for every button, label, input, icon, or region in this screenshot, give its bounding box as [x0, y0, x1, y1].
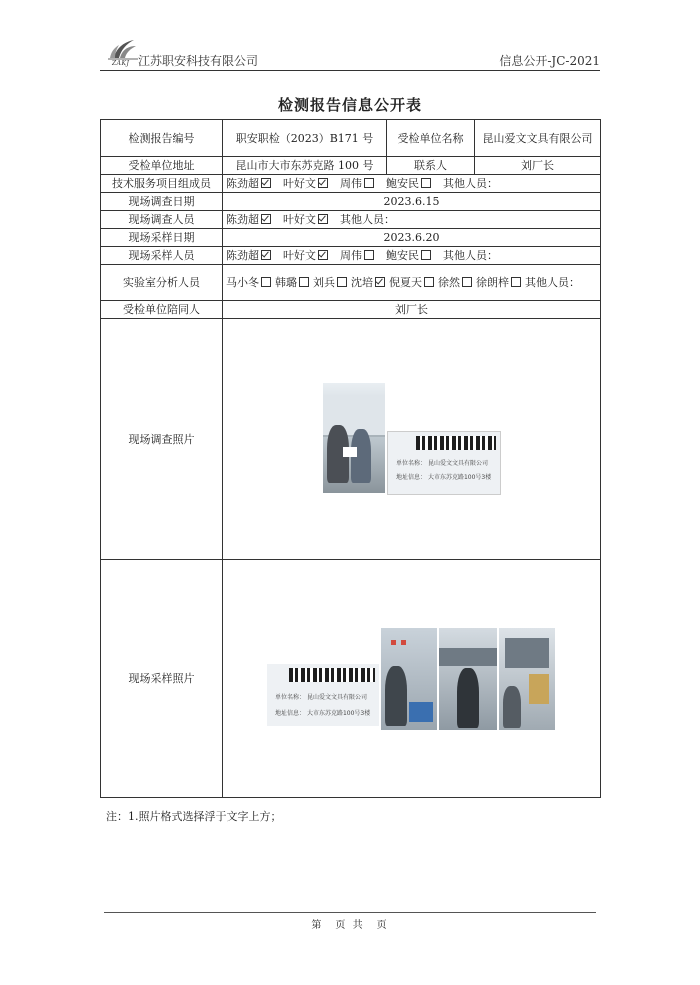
unchecked-box-icon[interactable]: [261, 277, 271, 287]
checkbox-item[interactable]: [476, 275, 521, 290]
table-row: [101, 265, 601, 301]
checked-box-icon[interactable]: [375, 277, 385, 287]
survey-photo-cell: [223, 319, 601, 560]
checkbox-item[interactable]: [389, 275, 434, 290]
checkbox-item[interactable]: [283, 176, 328, 191]
sampling-photo-worker-2: [439, 628, 497, 730]
unchecked-box-icon[interactable]: [299, 277, 309, 287]
checkbox-label: 周伟: [340, 177, 362, 190]
page-header: [100, 34, 600, 72]
checkbox-label: 刘兵: [313, 276, 335, 289]
checkbox-label: 倪夏天: [389, 276, 422, 289]
address-label: 受检单位地址: [101, 157, 223, 175]
checkbox-label: 陈劲超: [226, 213, 259, 226]
survey-date-label: 现场调查日期: [101, 193, 223, 211]
checkbox-item[interactable]: [438, 275, 472, 290]
page-number: 第 页 共 页: [311, 920, 389, 931]
survey-photo-label-sign: [387, 431, 501, 495]
document-code: 信息公开-JC-2021: [499, 54, 600, 68]
table-row: [101, 157, 601, 175]
unit-name-label: 受检单位名称: [387, 120, 475, 157]
header-divider: [100, 70, 600, 71]
checkbox-label: 陈劲超: [226, 177, 259, 190]
others-label: 其他人员：: [340, 213, 395, 226]
label-unit-value: 昆山爱文文具有限公司: [306, 694, 367, 701]
sampling-date-label: 现场采样日期: [101, 229, 223, 247]
label-unit-key: 单位名称：: [275, 694, 306, 701]
checkbox-item[interactable]: [226, 176, 271, 191]
checkbox-item[interactable]: [226, 212, 271, 227]
survey-staff-label: 现场调查人员: [101, 211, 223, 229]
info-table: [100, 119, 601, 798]
checked-box-icon[interactable]: [261, 178, 271, 188]
unchecked-box-icon[interactable]: [511, 277, 521, 287]
sampling-photo-label-sign: [267, 664, 379, 726]
escort-label: 受检单位陪同人: [101, 301, 223, 319]
others-label: 其他人员：: [525, 276, 580, 289]
checkbox-label: 鲍安民: [386, 249, 419, 262]
label-addr-key: 地址信息：: [275, 710, 306, 717]
checkbox-item[interactable]: [313, 275, 347, 290]
checkbox-label: 鲍安民: [386, 177, 419, 190]
table-row: [101, 229, 601, 247]
contact-value: 刘厂长: [475, 157, 601, 175]
checked-box-icon[interactable]: [261, 214, 271, 224]
table-row: [101, 193, 601, 211]
team-label: 技术服务项目组成员: [101, 175, 223, 193]
label-addr-key: 地址信息：: [396, 474, 427, 481]
checked-box-icon[interactable]: [318, 250, 328, 260]
company-name: 江苏职安科技有限公司: [138, 54, 259, 68]
survey-photo-workers: [323, 383, 385, 493]
sampling-photo-cell: [223, 560, 601, 798]
checkbox-label: 叶好文: [283, 249, 316, 262]
others-label: 其他人员：: [443, 177, 498, 190]
label-addr-value: 大市东苏克路100号3楼: [427, 474, 492, 481]
survey-photo-label: 现场调查照片: [101, 319, 223, 560]
checkbox-item[interactable]: [386, 248, 431, 263]
sampling-staff-label: 现场采样人员: [101, 247, 223, 265]
checkbox-item[interactable]: [340, 176, 374, 191]
checkbox-label: 沈培: [351, 276, 373, 289]
sampling-photo-machine: [499, 628, 555, 730]
checked-box-icon[interactable]: [318, 178, 328, 188]
checkbox-item[interactable]: [340, 248, 374, 263]
checkbox-label: 马小冬: [226, 276, 259, 289]
table-row: [101, 175, 601, 193]
checked-box-icon[interactable]: [318, 214, 328, 224]
label-unit-value: 昆山爱文文具有限公司: [427, 460, 488, 467]
unchecked-box-icon[interactable]: [421, 250, 431, 260]
unchecked-box-icon[interactable]: [421, 178, 431, 188]
footer-divider: [104, 912, 596, 913]
unit-name-value: 昆山爱文文具有限公司: [475, 120, 601, 157]
label-addr-value: 大市东苏克路100号3楼: [306, 710, 371, 717]
report-no-value: 职安职检（2023）B171 号: [223, 120, 387, 157]
label-unit-key: 单位名称：: [396, 460, 427, 467]
survey-staff-checklist: [223, 211, 601, 229]
unchecked-box-icon[interactable]: [424, 277, 434, 287]
checkbox-label: 叶好文: [283, 177, 316, 190]
checkbox-item[interactable]: [226, 275, 271, 290]
table-row: [101, 301, 601, 319]
checkbox-item[interactable]: [386, 176, 431, 191]
logo-text: ZAKJ: [112, 60, 130, 67]
checkbox-label: 周伟: [340, 249, 362, 262]
unchecked-box-icon[interactable]: [364, 178, 374, 188]
unchecked-box-icon[interactable]: [337, 277, 347, 287]
escort-value: 刘厂长: [223, 301, 601, 319]
table-row: [101, 560, 601, 798]
unchecked-box-icon[interactable]: [462, 277, 472, 287]
checkbox-item[interactable]: [226, 248, 271, 263]
sampling-photo-worker-1: [381, 628, 437, 730]
sampling-photo-label: 现场采样照片: [101, 560, 223, 798]
qr-code-icon: [289, 668, 375, 682]
footnote: 注：1.照片格式选择浮于文字上方；: [106, 810, 282, 823]
others-label: 其他人员：: [443, 249, 498, 262]
sampling-date-value: 2023.6.20: [223, 229, 601, 247]
table-row: [101, 319, 601, 560]
page-title: 检测报告信息公开表: [277, 96, 422, 114]
address-value: 昆山市大市东苏克路 100 号: [223, 157, 387, 175]
checkbox-label: 徐朗梓: [476, 276, 509, 289]
table-row: [101, 247, 601, 265]
checkbox-label: 徐然: [438, 276, 460, 289]
checkbox-label: 叶好文: [283, 213, 316, 226]
unchecked-box-icon[interactable]: [364, 250, 374, 260]
checkbox-item[interactable]: [351, 275, 385, 290]
checkbox-label: 韩璐: [275, 276, 297, 289]
sampling-staff-checklist: [223, 247, 601, 265]
checked-box-icon[interactable]: [261, 250, 271, 260]
table-row: [101, 120, 601, 157]
lab-staff-checklist: [223, 265, 601, 301]
checkbox-item[interactable]: [283, 212, 328, 227]
qr-code-icon: [416, 436, 496, 450]
report-no-label: 检测报告编号: [101, 120, 223, 157]
checkbox-item[interactable]: [275, 275, 309, 290]
lab-staff-label: 实验室分析人员: [101, 265, 223, 301]
team-checklist: [223, 175, 601, 193]
checkbox-label: 陈劲超: [226, 249, 259, 262]
checkbox-item[interactable]: [283, 248, 328, 263]
contact-label: 联系人: [387, 157, 475, 175]
table-row: [101, 211, 601, 229]
survey-date-value: 2023.6.15: [223, 193, 601, 211]
